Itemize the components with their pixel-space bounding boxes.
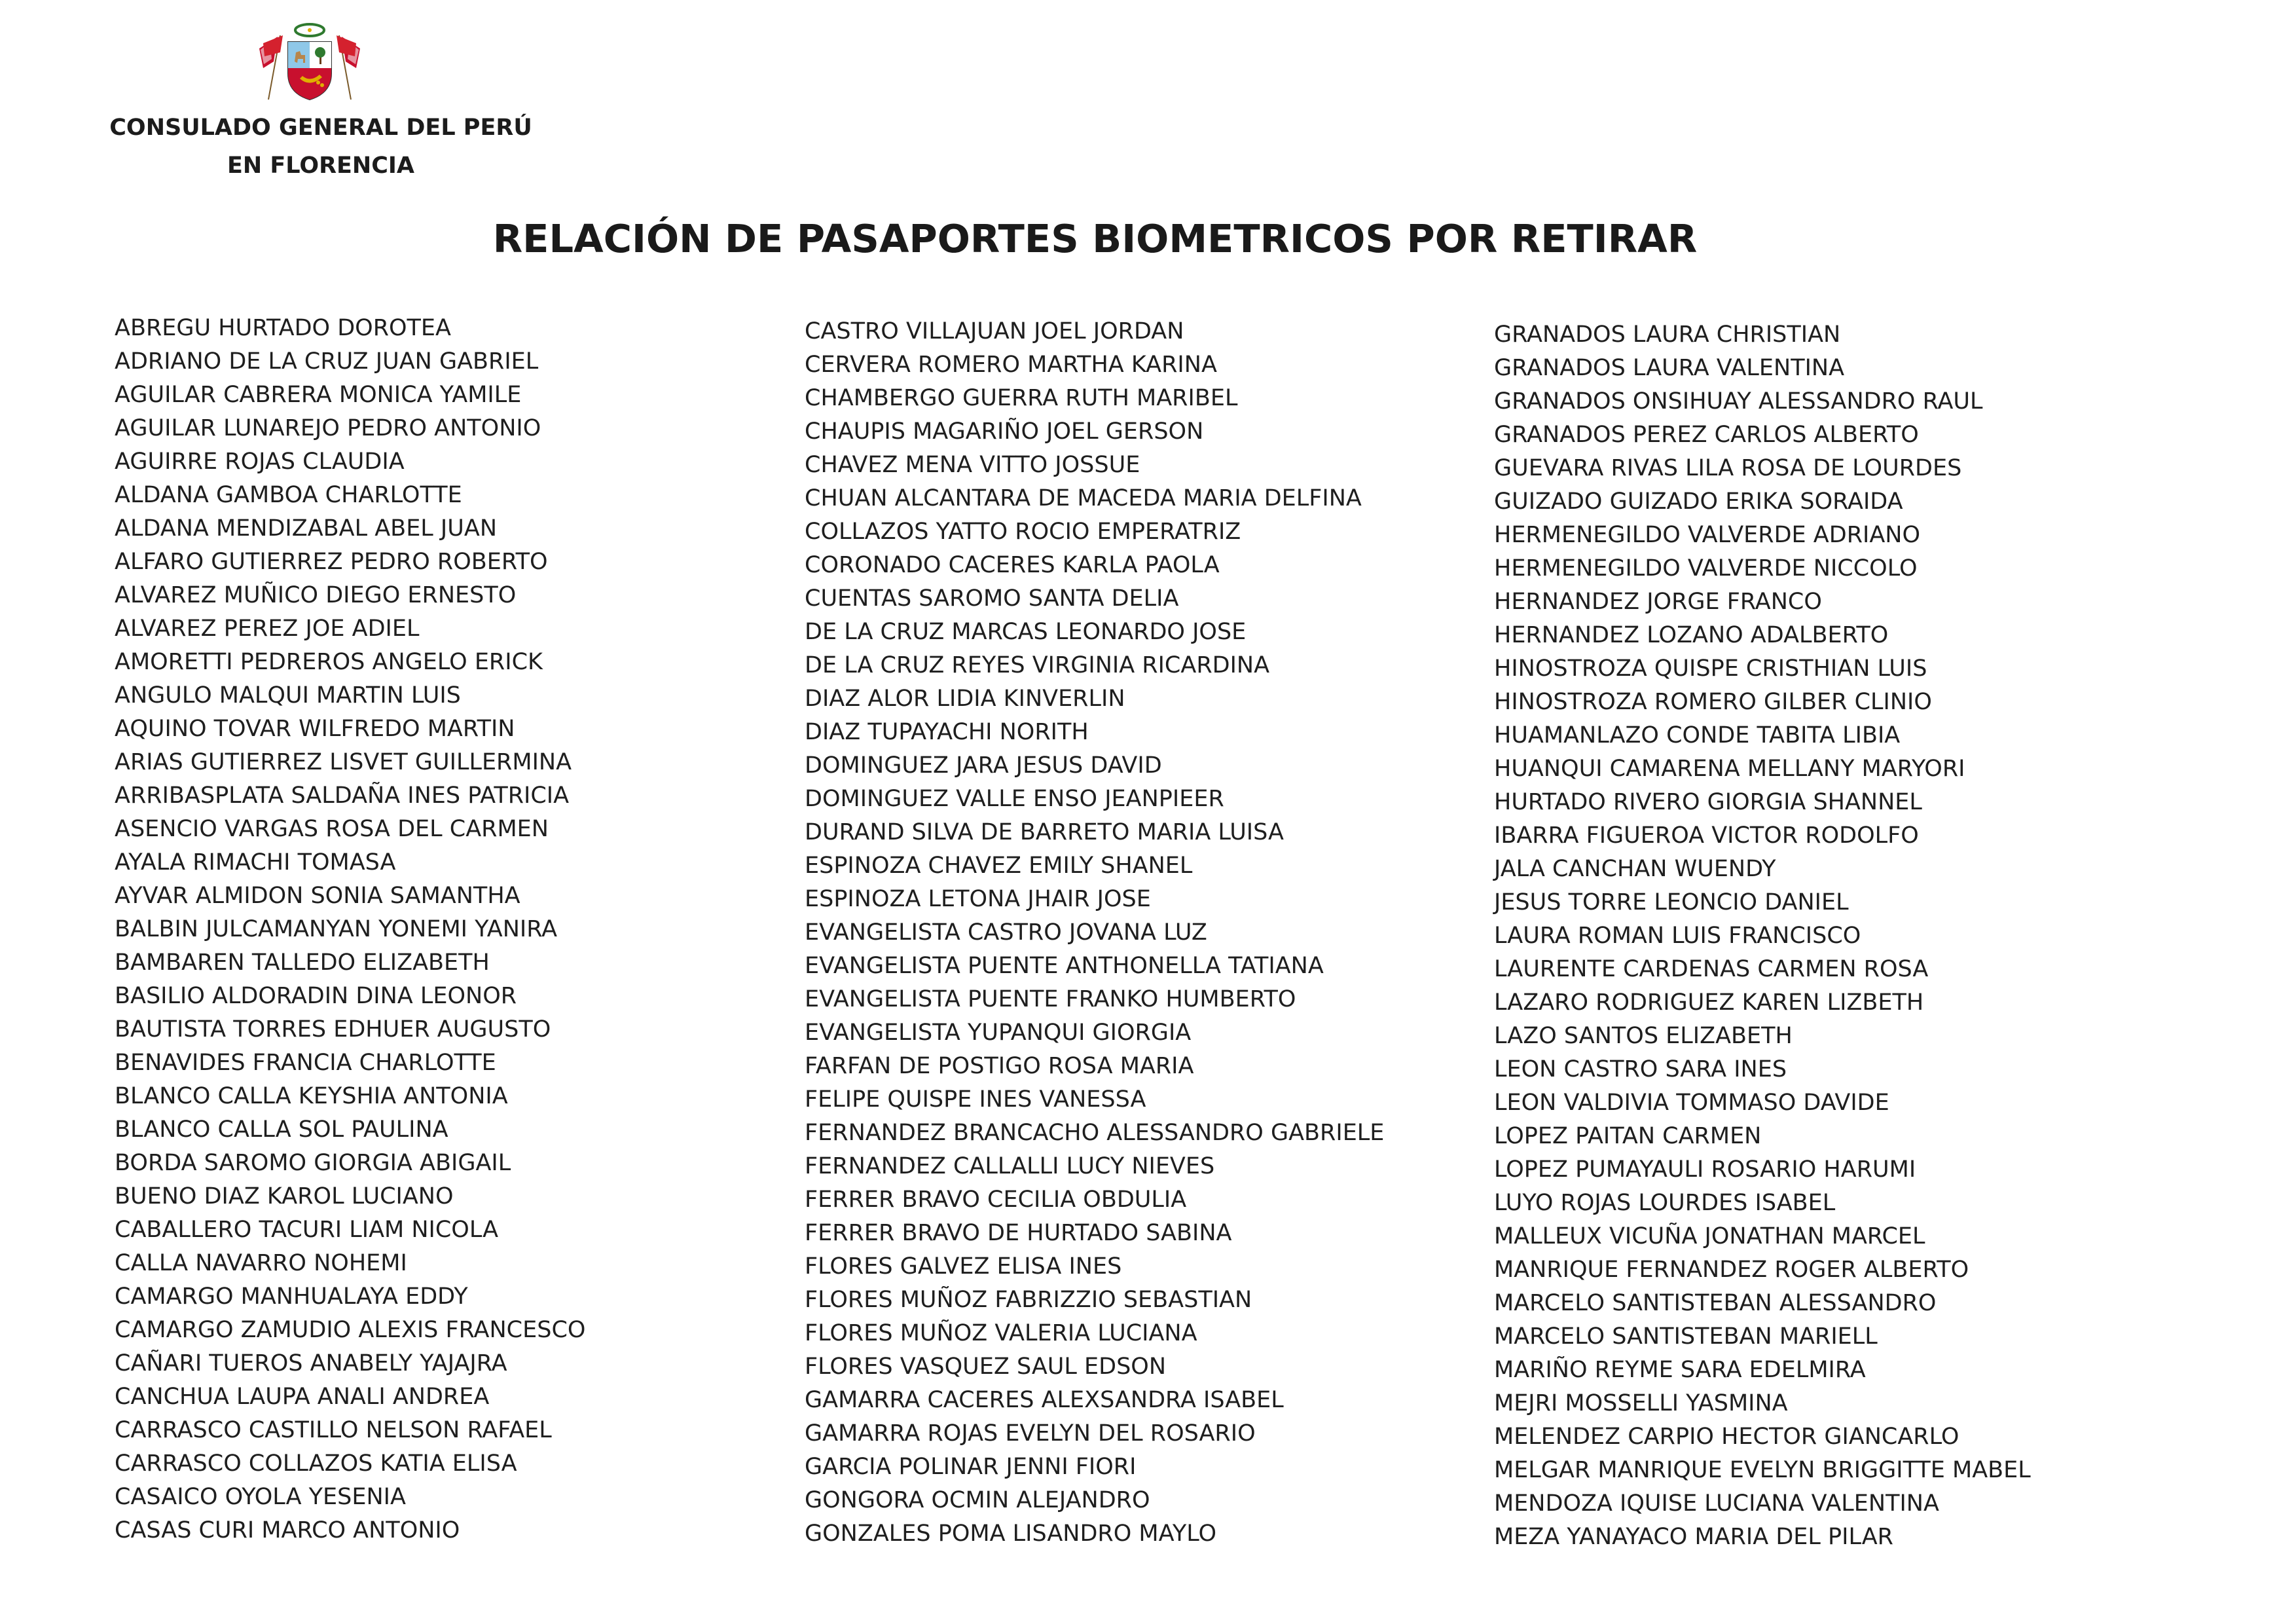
name-list-item: ANGULO MALQUI MARTIN LUIS xyxy=(115,682,461,709)
name-list-item: GUEVARA RIVAS LILA ROSA DE LOURDES xyxy=(1494,455,1962,481)
name-list-item: HERNANDEZ LOZANO ADALBERTO xyxy=(1494,622,1889,648)
name-column-3 xyxy=(1494,318,2031,1554)
name-list-item: FLORES VASQUEZ SAUL EDSON xyxy=(805,1354,1167,1380)
name-list-item: MALLEUX VICUÑA JONATHAN MARCEL xyxy=(1494,1223,1925,1249)
name-list-item: FERRER BRAVO CECILIA OBDULIA xyxy=(805,1187,1187,1213)
name-list-item: EVANGELISTA YUPANQUI GIORGIA xyxy=(805,1020,1192,1046)
name-list-item: CHUAN ALCANTARA DE MACEDA MARIA DELFINA xyxy=(805,485,1362,511)
name-list-item: BORDA SAROMO GIORGIA ABIGAIL xyxy=(115,1150,511,1176)
name-list-item: GONGORA OCMIN ALEJANDRO xyxy=(805,1487,1150,1513)
name-list-item: BENAVIDES FRANCIA CHARLOTTE xyxy=(115,1050,496,1076)
name-list-item: CARRASCO COLLAZOS KATIA ELISA xyxy=(115,1450,517,1477)
name-list-item: MEZA YANAYACO MARIA DEL PILAR xyxy=(1494,1524,1894,1550)
name-list-item: LEON VALDIVIA TOMMASO DAVIDE xyxy=(1494,1090,1889,1116)
name-list-item: CUENTAS SAROMO SANTA DELIA xyxy=(805,585,1179,612)
name-list-item: AGUIRRE ROJAS CLAUDIA xyxy=(115,449,405,475)
name-list-item: GRANADOS LAURA CHRISTIAN xyxy=(1494,322,1841,348)
name-list-item: DIAZ TUPAYACHI NORITH xyxy=(805,719,1089,745)
name-list-item: AYVAR ALMIDON SONIA SAMANTHA xyxy=(115,883,520,909)
name-list-item: DE LA CRUZ MARCAS LEONARDO JOSE xyxy=(805,619,1247,645)
name-list-item: ASENCIO VARGAS ROSA DEL CARMEN xyxy=(115,816,549,842)
name-list-item: CERVERA ROMERO MARTHA KARINA xyxy=(805,352,1217,378)
name-list-item: AGUILAR CABRERA MONICA YAMILE xyxy=(115,382,522,408)
name-list-item: MENDOZA IQUISE LUCIANA VALENTINA xyxy=(1494,1490,1939,1517)
name-list-item: EVANGELISTA CASTRO JOVANA LUZ xyxy=(805,919,1207,946)
name-list-item: AQUINO TOVAR WILFREDO MARTIN xyxy=(115,716,515,742)
name-list-item: AMORETTI PEDREROS ANGELO ERICK xyxy=(115,649,543,675)
name-list-item: CORONADO CACERES KARLA PAOLA xyxy=(805,552,1220,578)
name-list-item: CAMARGO ZAMUDIO ALEXIS FRANCESCO xyxy=(115,1317,586,1343)
name-list-item: BAMBAREN TALLEDO ELIZABETH xyxy=(115,950,490,976)
name-list-item: GAMARRA ROJAS EVELYN DEL ROSARIO xyxy=(805,1420,1256,1447)
name-list-item: CASTRO VILLAJUAN JOEL JORDAN xyxy=(805,318,1184,344)
name-list-item: FELIPE QUISPE INES VANESSA xyxy=(805,1086,1146,1113)
name-list-item: DURAND SILVA DE BARRETO MARIA LUISA xyxy=(805,819,1284,845)
name-list-item: JALA CANCHAN WUENDY xyxy=(1494,856,1776,882)
name-list-item: BUENO DIAZ KAROL LUCIANO xyxy=(115,1183,454,1209)
name-list-item: HUANQUI CAMARENA MELLANY MARYORI xyxy=(1494,756,1965,782)
name-list-item: FLORES MUÑOZ VALERIA LUCIANA xyxy=(805,1320,1197,1346)
name-list-item: ALDANA GAMBOA CHARLOTTE xyxy=(115,482,462,508)
name-list-item: FLORES GALVEZ ELISA INES xyxy=(805,1253,1122,1280)
name-list-item: BLANCO CALLA KEYSHIA ANTONIA xyxy=(115,1083,508,1109)
name-list-item: CALLA NAVARRO NOHEMI xyxy=(115,1250,407,1276)
name-list-item: CHAUPIS MAGARIÑO JOEL GERSON xyxy=(805,418,1204,445)
name-list-item: LAZO SANTOS ELIZABETH xyxy=(1494,1023,1793,1049)
name-list-item: GUIZADO GUIZADO ERIKA SORAIDA xyxy=(1494,489,1903,515)
name-list-item: BASILIO ALDORADIN DINA LEONOR xyxy=(115,983,517,1009)
name-list-item: GRANADOS ONSIHUAY ALESSANDRO RAUL xyxy=(1494,388,1983,415)
name-list-item: ARRIBASPLATA SALDAÑA INES PATRICIA xyxy=(115,783,570,809)
consulate-heading xyxy=(65,109,576,185)
name-list-item: IBARRA FIGUEROA VICTOR RODOLFO xyxy=(1494,822,1919,849)
name-list-item: CAMARGO MANHUALAYA EDDY xyxy=(115,1283,468,1310)
name-list-item: MANRIQUE FERNANDEZ ROGER ALBERTO xyxy=(1494,1257,1969,1283)
name-list-item: ARIAS GUTIERREZ LISVET GUILLERMINA xyxy=(115,749,572,775)
name-list-item: BAUTISTA TORRES EDHUER AUGUSTO xyxy=(115,1016,551,1043)
name-list-item: GRANADOS PEREZ CARLOS ALBERTO xyxy=(1494,422,1919,448)
name-list-item: FARFAN DE POSTIGO ROSA MARIA xyxy=(805,1053,1194,1079)
name-list-item: GARCIA POLINAR JENNI FIORI xyxy=(805,1454,1137,1480)
name-list-item: DOMINGUEZ JARA JESUS DAVID xyxy=(805,752,1162,779)
name-list-item: CASAS CURI MARCO ANTONIO xyxy=(115,1517,460,1543)
name-list-item: HUAMANLAZO CONDE TABITA LIBIA xyxy=(1494,722,1901,748)
name-list-item: CANCHUA LAUPA ANALI ANDREA xyxy=(115,1384,490,1410)
name-list-item: CHAMBERGO GUERRA RUTH MARIBEL xyxy=(805,385,1238,411)
name-list-item: LUYO ROJAS LOURDES ISABEL xyxy=(1494,1190,1836,1216)
name-list-item: AGUILAR LUNAREJO PEDRO ANTONIO xyxy=(115,415,541,441)
consulate-line-2: EN FLORENCIA xyxy=(227,153,415,179)
name-list-item: HERMENEGILDO VALVERDE NICCOLO xyxy=(1494,555,1918,581)
name-list-item: COLLAZOS YATTO ROCIO EMPERATRIZ xyxy=(805,519,1241,545)
name-list-item: JESUS TORRE LEONCIO DANIEL xyxy=(1494,889,1849,915)
name-list-item: HINOSTROZA QUISPE CRISTHIAN LUIS xyxy=(1494,655,1927,682)
document-title: RELACIÓN DE PASAPORTES BIOMETRICOS POR RETIRAR xyxy=(492,216,1698,261)
name-list-item: CARRASCO CASTILLO NELSON RAFAEL xyxy=(115,1417,552,1443)
name-list-item: GONZALES POMA LISANDRO MAYLO xyxy=(805,1521,1217,1547)
name-list-item: DIAZ ALOR LIDIA KINVERLIN xyxy=(805,686,1125,712)
name-list-item: DE LA CRUZ REYES VIRGINIA RICARDINA xyxy=(805,652,1270,678)
name-list-item: MARCELO SANTISTEBAN MARIELL xyxy=(1494,1323,1878,1350)
name-list-item: ALVAREZ PEREZ JOE ADIEL xyxy=(115,616,420,642)
name-list-item: ALFARO GUTIERREZ PEDRO ROBERTO xyxy=(115,549,548,575)
name-list-item: HURTADO RIVERO GIORGIA SHANNEL xyxy=(1494,789,1922,815)
name-list-item: LOPEZ PUMAYAULI ROSARIO HARUMI xyxy=(1494,1156,1916,1183)
name-list-item: DOMINGUEZ VALLE ENSO JEANPIEER xyxy=(805,786,1224,812)
name-list-item: EVANGELISTA PUENTE ANTHONELLA TATIANA xyxy=(805,953,1324,979)
peru-coat-of-arms-icon xyxy=(254,22,365,104)
name-list-item: HINOSTROZA ROMERO GILBER CLINIO xyxy=(1494,689,1932,715)
name-list-item: FERNANDEZ BRANCACHO ALESSANDRO GABRIELE xyxy=(805,1120,1385,1146)
name-list-item: FLORES MUÑOZ FABRIZZIO SEBASTIAN xyxy=(805,1287,1252,1313)
name-list-item: MARCELO SANTISTEBAN ALESSANDRO xyxy=(1494,1290,1937,1316)
name-list-item: ALVAREZ MUÑICO DIEGO ERNESTO xyxy=(115,582,517,608)
name-list-item: ALDANA MENDIZABAL ABEL JUAN xyxy=(115,515,497,542)
name-list-item: MELGAR MANRIQUE EVELYN BRIGGITTE MABEL xyxy=(1494,1457,2031,1483)
name-list-item: CHAVEZ MENA VITTO JOSSUE xyxy=(805,452,1140,478)
name-list-item: GAMARRA CACERES ALEXSANDRA ISABEL xyxy=(805,1387,1284,1413)
name-list-item: CABALLERO TACURI LIAM NICOLA xyxy=(115,1217,499,1243)
name-list-item: ESPINOZA LETONA JHAIR JOSE xyxy=(805,886,1151,912)
name-column-1 xyxy=(115,312,585,1547)
name-list-item: BALBIN JULCAMANYAN YONEMI YANIRA xyxy=(115,916,558,942)
name-list-item: LEON CASTRO SARA INES xyxy=(1494,1056,1787,1082)
name-list-item: GRANADOS LAURA VALENTINA xyxy=(1494,355,1845,381)
name-column-2 xyxy=(805,315,1384,1551)
name-list-item: LAURA ROMAN LUIS FRANCISCO xyxy=(1494,923,1861,949)
name-list-item: MEJRI MOSSELLI YASMINA xyxy=(1494,1390,1788,1416)
name-list-item: EVANGELISTA PUENTE FRANKO HUMBERTO xyxy=(805,986,1296,1012)
name-list-item: LAURENTE CARDENAS CARMEN ROSA xyxy=(1494,956,1929,982)
name-list-item: AYALA RIMACHI TOMASA xyxy=(115,849,396,876)
name-list-item: HERNANDEZ JORGE FRANCO xyxy=(1494,589,1822,615)
name-list-item: ADRIANO DE LA CRUZ JUAN GABRIEL xyxy=(115,348,539,375)
name-list-item: BLANCO CALLA SOL PAULINA xyxy=(115,1116,448,1143)
name-list-item: FERNANDEZ CALLALLI LUCY NIEVES xyxy=(805,1153,1215,1179)
name-list-item: LOPEZ PAITAN CARMEN xyxy=(1494,1123,1762,1149)
name-list-item: CAÑARI TUEROS ANABELY YAJAJRA xyxy=(115,1350,507,1376)
name-list-item: ESPINOZA CHAVEZ EMILY SHANEL xyxy=(805,853,1193,879)
name-list-item: MARIÑO REYME SARA EDELMIRA xyxy=(1494,1357,1866,1383)
name-list-item: ABREGU HURTADO DOROTEA xyxy=(115,315,451,341)
name-list-item: FERRER BRAVO DE HURTADO SABINA xyxy=(805,1220,1232,1246)
name-list-item: MELENDEZ CARPIO HECTOR GIANCARLO xyxy=(1494,1424,1959,1450)
consulate-line-1: CONSULADO GENERAL DEL PERÚ xyxy=(109,115,532,141)
name-list-item: HERMENEGILDO VALVERDE ADRIANO xyxy=(1494,522,1921,548)
name-list-item: CASAICO OYOLA YESENIA xyxy=(115,1484,406,1510)
name-list-item: LAZARO RODRIGUEZ KAREN LIZBETH xyxy=(1494,989,1924,1016)
